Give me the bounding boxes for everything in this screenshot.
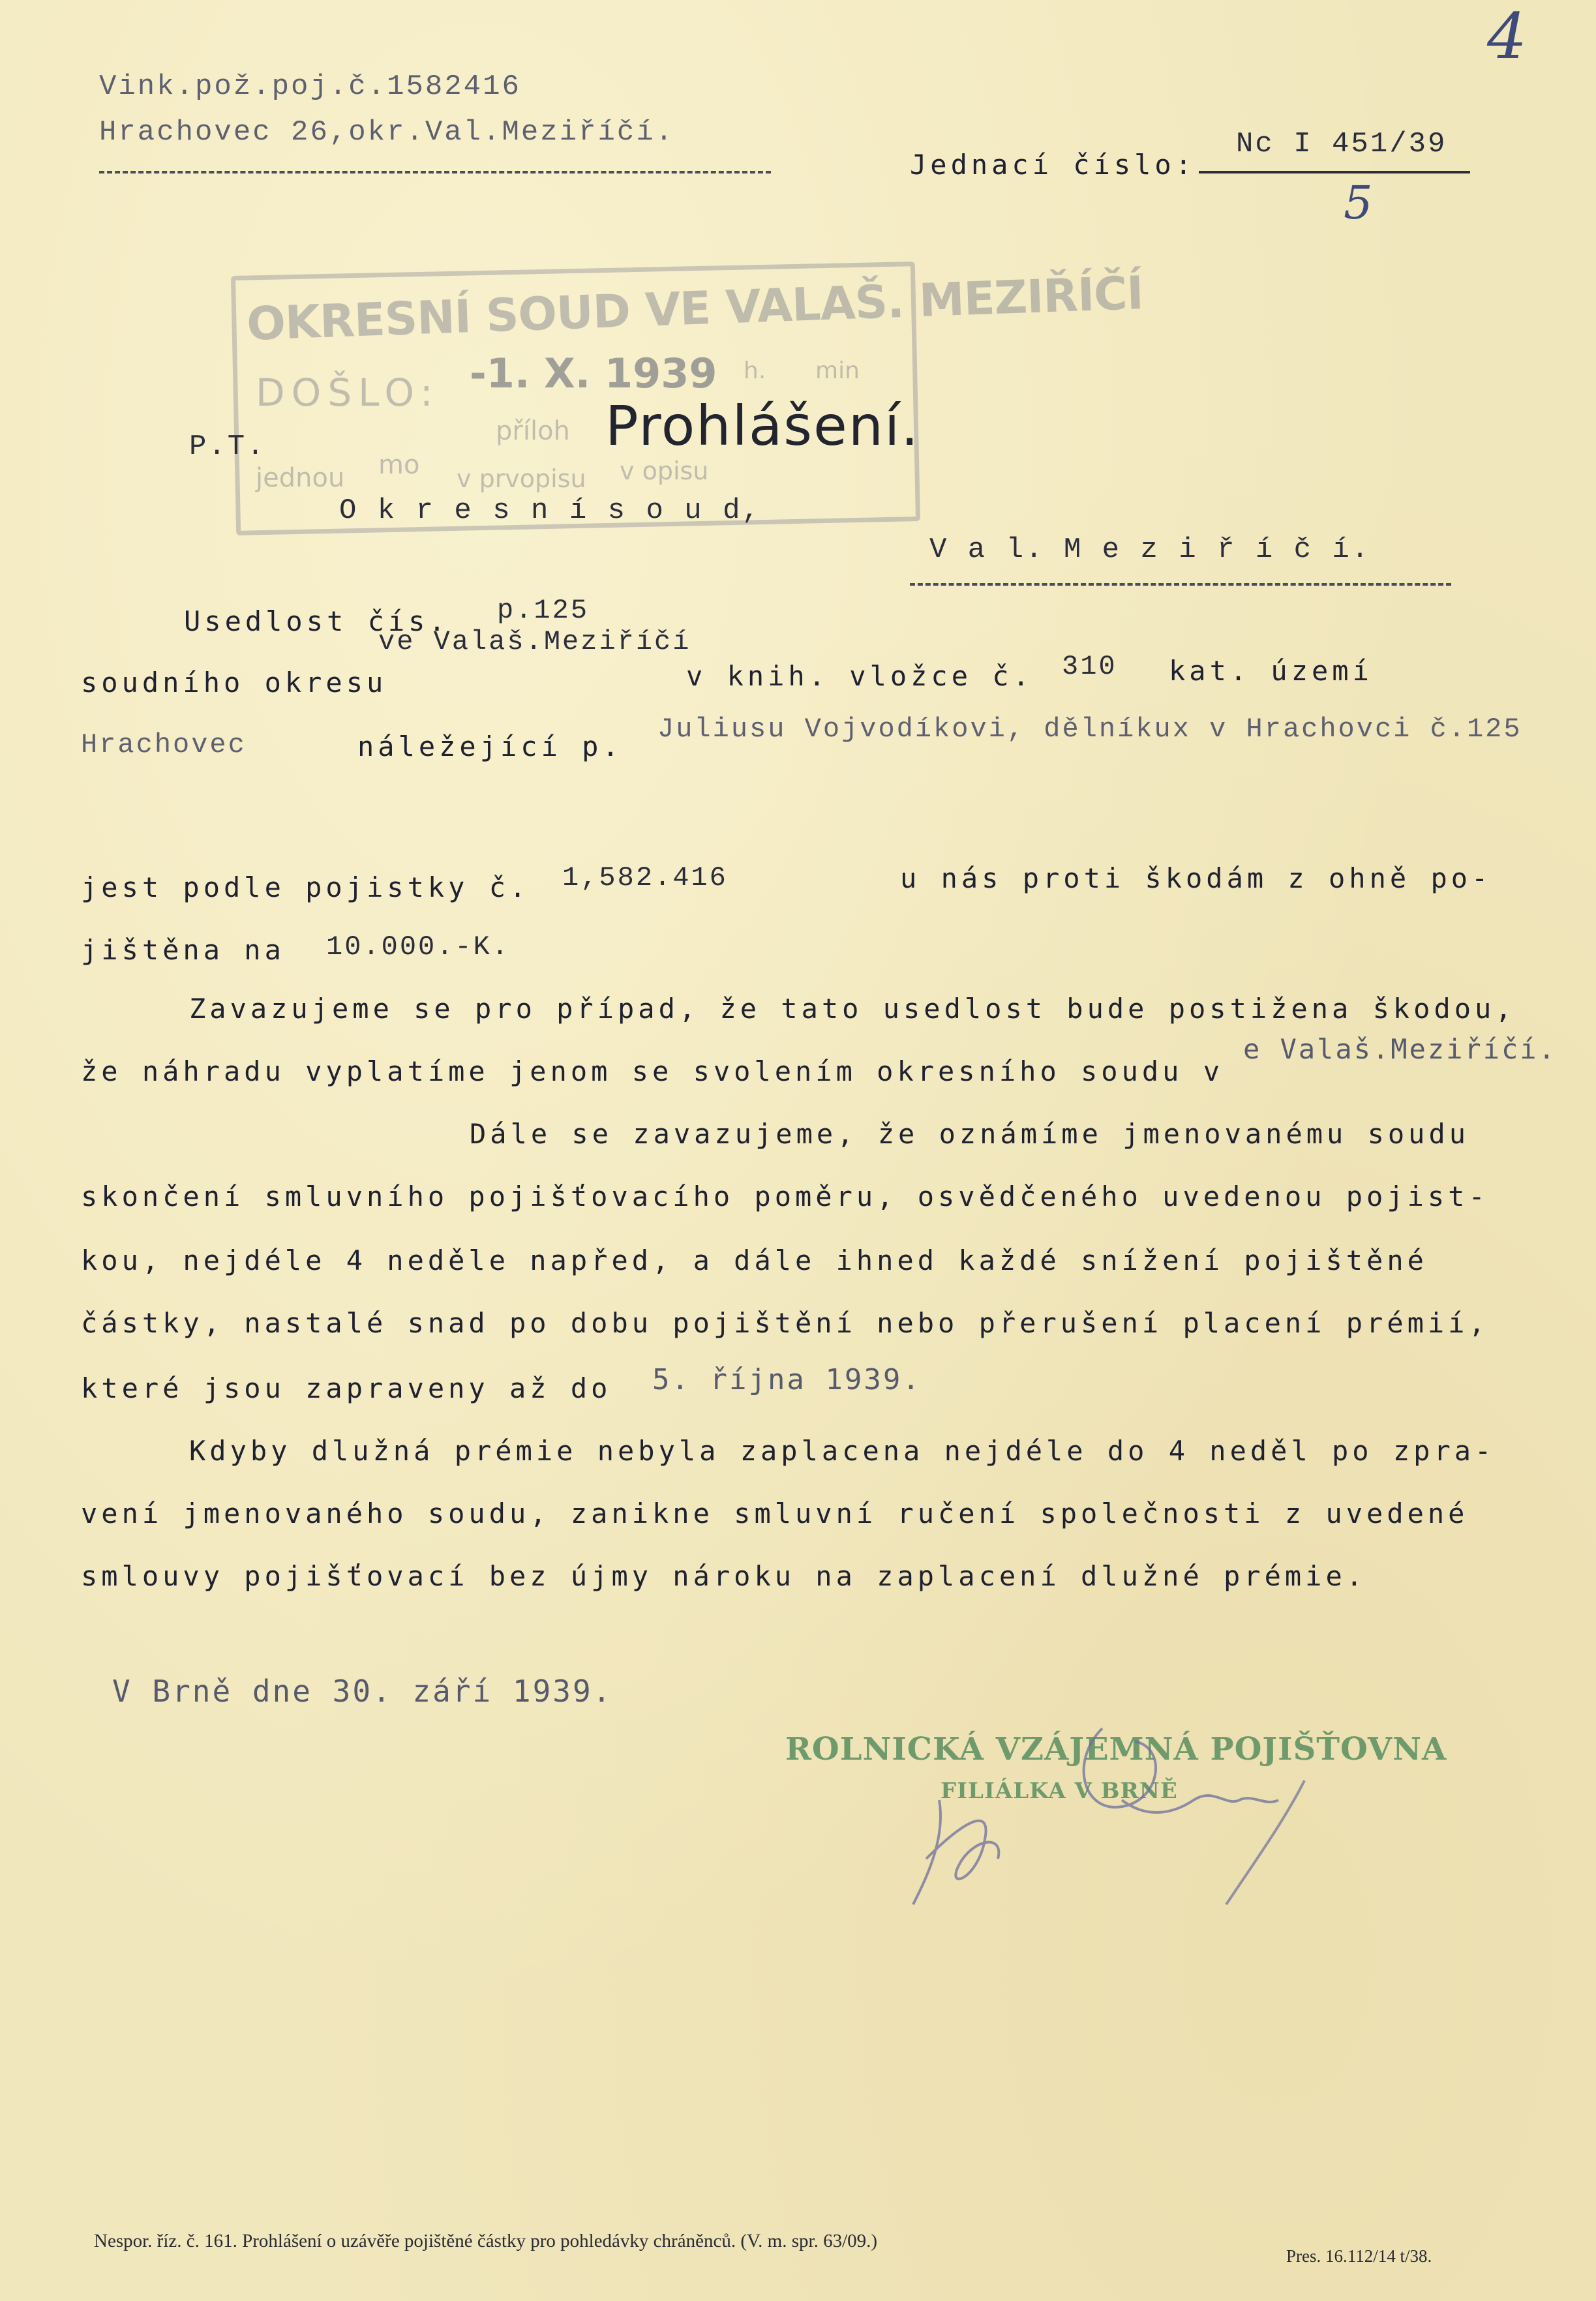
pt-salutation: P.T. [189,430,266,463]
stamp-original: v prvopisu [457,464,586,493]
reference-number: Nc I 451/39 [1236,128,1447,160]
court-city: V a l. M e z i ř í č í. [929,534,1371,566]
city-underline [910,583,1451,586]
paragraph2-line2: skončení smluvního pojišťovacího poměru, osvědčeného uvedenou pojist- [81,1181,1489,1212]
policy-line: Vink.pož.poj.č.1582416 [99,70,521,103]
place-date: V Brně dne 30. září 1939. [112,1674,613,1709]
pojistka-rest: u nás proti škodám z ohně po- [900,862,1492,894]
reference-handwritten: 5 [1344,176,1373,230]
paragraph3-line1: Kdyby dlužná prémie nebyla zaplacena nejdéle do 4 neděl po zpra- [189,1435,1496,1467]
usedlost-value: p.125 [497,595,590,626]
stamp-minute: min [815,357,860,384]
header-underline [99,171,771,173]
company-stamp: ROLNICKÁ VZÁJEMNÁ POJIŠŤOVNA [785,1731,1447,1767]
paragraph3-line2: vení jmenovaného soudu, zanikne smluvní ručení společnosti z uvedené [81,1497,1469,1529]
castka-label: jištěna na [81,934,285,966]
usedlost-label: Usedlost čís. [184,605,449,637]
signature-scribble [887,1709,1344,1924]
paragraph1-court-fill: e Valaš.Meziříčí. [1243,1033,1557,1065]
pojistka-label: jest podle pojistky č. [81,871,530,903]
paragraph2-line1: Dále se zavazujeme, že oznámíme jmenovanému soudu [470,1118,1470,1150]
vlozka-value: 310 [1062,651,1117,682]
paragraph2-date-fill: 5. října 1939. [652,1363,922,1396]
stamp-attachments: příloh [496,416,570,446]
corner-mark: 4 [1487,0,1528,73]
owner-name: Juliusu Vojvodíkovi, dělníkux v Hrachovci č.125 [657,714,1522,745]
stamp-received-label: DOŠLO: [256,370,440,415]
paragraph3-line3: smlouvy pojišťovací bez újmy nároku na zaplacení dlužné prémie. [81,1560,1367,1592]
stamp-court-name: OKRESNÍ SOUD VE VALAŠ. MEZIŘÍČÍ [245,266,1144,351]
pojistka-value: 1,582.416 [562,862,728,894]
stamp-hour: h. [744,357,766,384]
paragraph2-line5: které jsou zapraveny až do [81,1372,612,1404]
uzemi-label: kat. území [1169,655,1373,687]
reference-underline [1199,171,1470,173]
paragraph1-line1: Zavazujeme se pro případ, že tato usedlost bude postižena škodou, [189,993,1516,1025]
uzemi-value: Hrachovec [81,729,247,760]
print-reference: Pres. 16.112/14 t/38. [1286,2246,1432,2266]
form-footer: Nespor. říz. č. 161. Prohlášení o uzávěře pojištěné částky pro pohledávky chráněnců. (V. m. spr. 63/09.) [94,2231,878,2251]
stamp-copy: v opisu [620,457,709,485]
court-addressee: O k r e s n í s o u d, [339,494,761,527]
stamp-date: -1. X. 1939 [470,350,717,397]
castka-value: 10.000.-K. [326,931,511,963]
okres-label: soudního okresu [81,667,387,699]
usedlost-place: ve Valaš.Meziříčí [378,626,691,657]
sender-address: Hrachovec 26,okr.Val.Meziříčí. [99,116,675,149]
paragraph2-line4: částky, nastalé snad po dobu pojištění nebo přerušení placení prémií, [81,1307,1489,1339]
vlozka-label: v knih. vložce č. [686,660,1033,692]
nalezejici-label: náležející p. [357,730,623,762]
paragraph2-line3: kou, nejdéle 4 neděle napřed, a dále ihned každé snížení pojištěné [81,1244,1428,1276]
branch-stamp: FILIÁLKA V BRNĚ [941,1778,1178,1804]
reference-label: Jednací číslo: [910,149,1196,181]
document-title: Prohlášení. [605,394,920,458]
paragraph1-line2: že náhradu vyplatíme jenom se svolením okresního soudu v [81,1055,1224,1087]
stamp-once: jednou [256,463,345,493]
stamp-mo: mo [378,450,420,480]
